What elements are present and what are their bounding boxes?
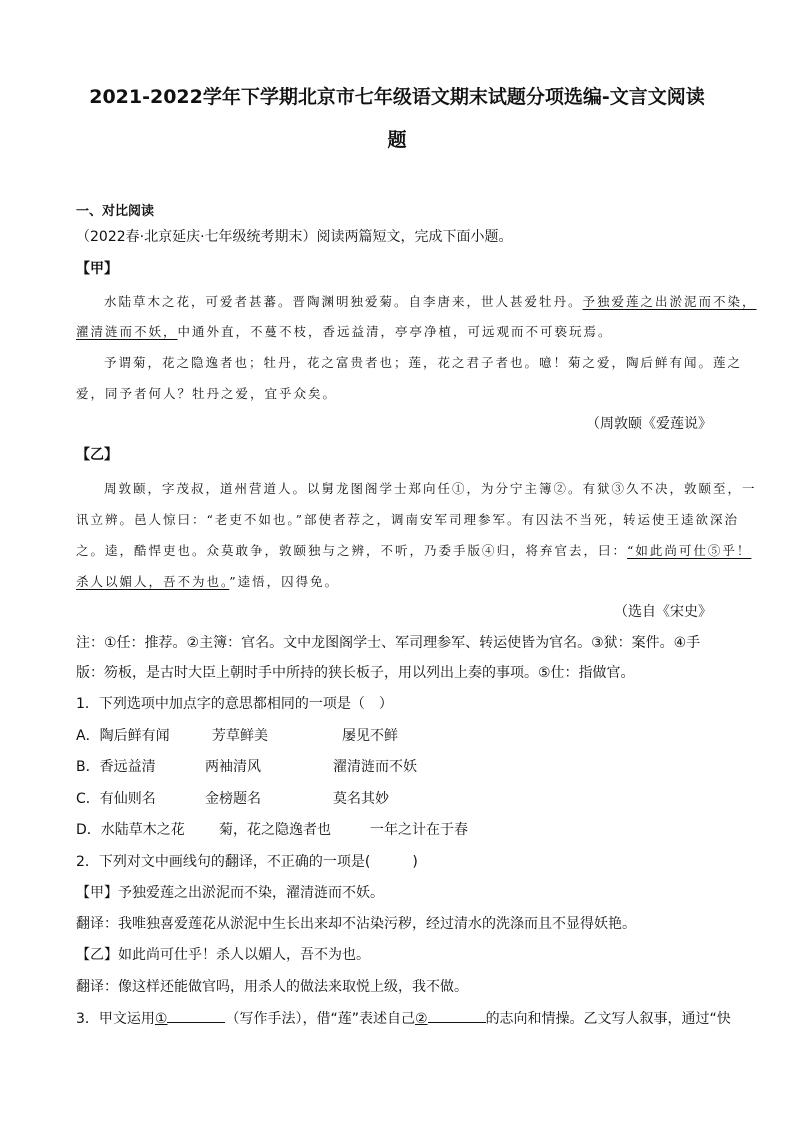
jia-p1-line1: 水陆草木之花，可爱者甚蕃。晋陶渊明独爱菊。自李唐来，世人甚爱牡丹。予独爱莲之出淤泥而不染， xyxy=(104,294,757,309)
yi-line2: 讯立辨。邑人惊曰：“老吏不如也。”部使者荐之，调南安军司理参军。有囚法不当死，转运使王逵欲深治 xyxy=(76,512,740,527)
q1-option-b-third: 濯清涟而不妖 xyxy=(333,759,417,775)
blank-marker: ② xyxy=(415,1011,428,1027)
q1-option-b: B．香远益清 xyxy=(76,759,156,775)
notes-line1: 注：①任：推荐。②主簿：官名。文中龙图阁学士、军司理参军、转运使皆为官名。③狱：案件。④手 xyxy=(76,635,701,651)
jia-p2-line2: 爱，同予者何人？牡丹之爱，宜乎众矣。 xyxy=(76,386,338,401)
q2-yi-translation: 翻译：像这样还能做官吗，用杀人的做法来取悦上级，我不做。 xyxy=(76,979,468,995)
answer-blank[interactable] xyxy=(428,1008,486,1023)
jia-attribution: （周敦颐《爱莲说》 xyxy=(586,416,712,432)
q2-stem: 2．下列对文中画线句的翻译，不正确的一项是( ) xyxy=(76,854,418,870)
q2-jia-translation: 翻译：我唯独喜爱莲花从淤泥中生长出来却不沾染污秽，经过清水的洗涤而且不显得妖艳。 xyxy=(76,916,636,932)
document-title-line1: 2021-2022学年下学期北京市七年级语文期末试题分项选编-文言文阅读 xyxy=(89,86,705,108)
q2-yi-sentence: 【乙】如此尚可仕乎！杀人以媚人，吾不为也。 xyxy=(76,947,370,963)
notes-line2: 版：笏板，是古时大臣上朝时手中所持的狭长板子，用以列出上奏的事项。⑤仕：指做官。 xyxy=(76,665,635,681)
q1-option-d-third: 一年之计在于春 xyxy=(370,822,468,838)
jia-tag: 【甲】 xyxy=(76,261,118,277)
underlined-sentence: “如此尚可仕⑤乎！ xyxy=(627,543,752,558)
yi-tag: 【乙】 xyxy=(76,447,118,463)
q1-option-c-third: 莫名其妙 xyxy=(333,791,389,807)
underlined-sentence: 予独爱莲之出淤泥而不染， xyxy=(582,294,757,309)
q1-option-a-second: 芳草鲜美 xyxy=(212,728,268,744)
q1-option-d-second: 菊，花之隐逸者也 xyxy=(219,822,331,838)
source-note: （2022春·北京延庆·七年级统考期末）阅读两篇短文，完成下面小题。 xyxy=(76,229,513,245)
yi-attribution: （选自《宋史》 xyxy=(614,604,712,620)
document-title-line2: 题 xyxy=(387,129,407,151)
q1-option-c: C．有仙则名 xyxy=(76,791,156,807)
yi-line1: 周敦颐，字茂叔，道州营道人。以舅龙图阁学士郑向任①，为分宁主簿②。有狱③久不决，敦颐至，一 xyxy=(104,481,757,496)
q2-jia-sentence: 【甲】予独爱莲之出淤泥而不染，濯清涟而不妖。 xyxy=(76,885,384,901)
q1-option-d: D．水陆草木之花 xyxy=(76,822,185,838)
yi-line3: 之。逵，酷悍吏也。众莫敢争，敦颐独与之辨，不听，乃委手版④归，将弃官去，曰：“如此尚可仕⑤乎！ xyxy=(76,543,752,558)
answer-blank[interactable] xyxy=(167,1008,225,1023)
blank-marker: ① xyxy=(154,1011,168,1027)
q3-stem: 3．甲文运用① （写作手法），借“莲”表述自己② 的志向和情操。乙文写人叙事，通过“快 xyxy=(76,1008,731,1029)
jia-p1-line2: 濯清涟而不妖，中通外直，不蔓不枝，香远益清，亭亭净植，可远观而不可亵玩焉。 xyxy=(76,324,613,339)
underlined-sentence: 杀人以媚人，吾不为也。 xyxy=(76,574,230,589)
q1-option-a: A．陶后鲜有闻 xyxy=(76,728,170,744)
section-heading: 一、对比阅读 xyxy=(76,204,155,219)
q1-stem: 1．下列选项中加点字的意思都相同的一项是（ ） xyxy=(76,696,393,712)
q1-option-c-second: 金榜题名 xyxy=(205,791,261,807)
jia-p2-line1: 予谓菊，花之隐逸者也；牡丹，花之富贵者也；莲，花之君子者也。噫！菊之爱，陶后鲜有闻。莲之 xyxy=(104,355,743,370)
yi-line4: 杀人以媚人，吾不为也。”逵悟，囚得免。 xyxy=(76,574,340,589)
q1-option-a-third: 屡见不鲜 xyxy=(342,728,398,744)
q1-option-b-second: 两袖清风 xyxy=(205,759,261,775)
underlined-sentence: 濯清涟而不妖， xyxy=(76,324,178,339)
